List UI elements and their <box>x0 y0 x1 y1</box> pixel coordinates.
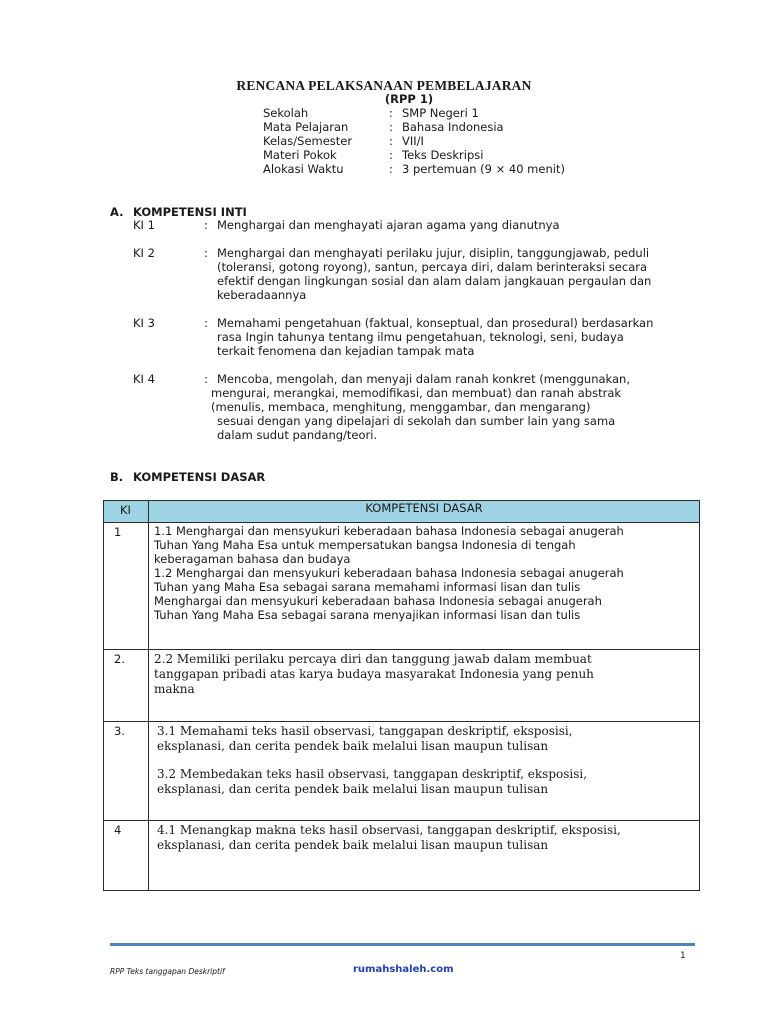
meta-value: Bahasa Indonesia <box>402 120 504 134</box>
footer-document-name: RPP Teks tanggapan Deskriptif <box>110 967 225 976</box>
meta-separator: : <box>389 106 393 120</box>
section-heading-a <box>110 205 247 219</box>
kd-line: eksplanasi, dan cerita pendek baik melalui lisan maupun tulisan <box>157 739 549 753</box>
kd-line: 1.1 Menghargai dan mensyukuri keberadaan bahasa Indonesia sebagai anugerah <box>154 524 624 538</box>
ki-text-line: terkait fenomena dan kejadian tampak mata <box>217 344 475 358</box>
ki-separator: : <box>204 218 208 232</box>
meta-row-subject <box>263 120 593 134</box>
section-letter: B. <box>110 470 124 484</box>
kd-line: 4.1 Menangkap makna teks hasil observasi, tanggapan deskriptif, eksposisi, <box>157 823 621 837</box>
meta-value: SMP Negeri 1 <box>402 106 479 120</box>
table-row <box>104 650 700 722</box>
meta-row-time <box>263 162 593 176</box>
ki-code: KI 3 <box>133 316 155 330</box>
ki-separator: : <box>204 372 208 386</box>
kd-line: eksplanasi, dan cerita pendek baik melalui lisan maupun tulisan <box>157 782 549 796</box>
ki-text-line: Mencoba, mengolah, dan menyaji dalam ranah konkret (menggunakan, <box>217 372 630 386</box>
kd-line: Tuhan yang Maha Esa sebagai sarana memahami informasi lisan dan tulis <box>154 580 581 594</box>
meta-value: VII/I <box>402 134 424 148</box>
meta-label: Materi Pokok <box>263 148 337 162</box>
kd-line: 3.1 Memahami teks hasil observasi, tanggapan deskriptif, eksposisi, <box>157 724 573 738</box>
document-subtitle: (RPP 1) <box>384 92 434 106</box>
ki-cell: 4 <box>104 821 149 891</box>
section-title: KOMPETENSI INTI <box>133 205 247 219</box>
kd-line: makna <box>154 682 195 696</box>
kd-cell <box>149 650 700 722</box>
section-title: KOMPETENSI DASAR <box>133 470 266 484</box>
ki-cell: 1 <box>104 523 149 650</box>
meta-separator: : <box>389 162 393 176</box>
ki-text-line: Memahami pengetahuan (faktual, konseptual, dan prosedural) berdasarkan <box>217 316 654 330</box>
table-row <box>104 821 700 891</box>
kd-line: tanggapan pribadi atas karya budaya masyarakat Indonesia yang penuh <box>154 667 594 681</box>
ki-text-line: dalam sudut pandang/teori. <box>217 428 378 442</box>
meta-label: Kelas/Semester <box>263 134 353 148</box>
kompetensi-dasar-table <box>103 500 700 891</box>
kd-line: Tuhan Yang Maha Esa untuk mempersatukan bangsa Indonesia di tengah <box>154 538 576 552</box>
kd-cell <box>149 821 700 891</box>
table-row <box>104 722 700 821</box>
ki-text-line: keberadaannya <box>217 288 307 302</box>
kd-line: keberagaman bahasa dan budaya <box>154 552 351 566</box>
meta-row-topic <box>263 148 593 162</box>
meta-value: Teks Deskripsi <box>402 148 484 162</box>
kd-line: Menghargai dan mensyukuri keberadaan bahasa Indonesia sebagai anugerah <box>154 594 602 608</box>
ki-text-line: Menghargai dan menghayati ajaran agama yang dianutnya <box>217 218 560 232</box>
ki-code: KI 1 <box>133 218 155 232</box>
meta-separator: : <box>389 134 393 148</box>
ki-text-line: efektif dengan lingkungan sosial dan alam dalam jangkauan pergaulan dan <box>217 274 652 288</box>
ki-text-line: Menghargai dan menghayati perilaku jujur, disiplin, tanggungjawab, peduli <box>217 246 650 260</box>
kd-cell <box>149 722 700 821</box>
ki-cell: 3. <box>104 722 149 821</box>
ki-text-line: sesuai dengan yang dipelajari di sekolah dan sumber lain yang sama <box>217 414 616 428</box>
ki-text-line: (toleransi, gotong royong), santun, percaya diri, dalam berinteraksi secara <box>217 260 648 274</box>
kd-line: eksplanasi, dan cerita pendek baik melalui lisan maupun tulisan <box>157 838 549 852</box>
ki-cell: 2. <box>104 650 149 722</box>
column-header-kd: KOMPETENSI DASAR <box>149 501 700 523</box>
footer-divider <box>110 943 695 946</box>
kd-line: Tuhan Yang Maha Esa sebagai sarana menyajikan informasi lisan dan tulis <box>154 608 581 622</box>
meta-separator: : <box>389 148 393 162</box>
document-title: RENCANA PELAKSANAAN PEMBELAJARAN <box>236 78 532 93</box>
ki-text-line: mengurai, merangkai, memodifikasi, dan membuat) dan ranah abstrak <box>211 386 622 400</box>
ki-text-line: (menulis, membaca, menghitung, menggambar, dan mengarang) <box>211 400 591 414</box>
section-heading-b <box>110 470 265 484</box>
ki-code: KI 4 <box>133 372 155 386</box>
page-number: 1 <box>680 951 686 961</box>
kd-cell <box>149 523 700 650</box>
ki-code: KI 2 <box>133 246 155 260</box>
table-header-row <box>104 501 700 523</box>
section-letter: A. <box>110 205 124 219</box>
meta-value: 3 pertemuan (9 × 40 menit) <box>402 162 565 176</box>
kd-line: 2.2 Memiliki perilaku percaya diri dan tanggung jawab dalam membuat <box>154 652 592 666</box>
column-header-ki: KI <box>104 501 149 523</box>
meta-separator: : <box>389 120 393 134</box>
meta-row-school <box>263 106 593 120</box>
meta-row-class <box>263 134 593 148</box>
kd-line: 3.2 Membedakan teks hasil observasi, tanggapan deskriptif, eksposisi, <box>157 767 588 781</box>
meta-label: Alokasi Waktu <box>263 162 344 176</box>
identity-block <box>263 106 593 176</box>
kd-line: 1.2 Menghargai dan mensyukuri keberadaan bahasa Indonesia sebagai anugerah <box>154 566 624 580</box>
meta-label: Mata Pelajaran <box>263 120 349 134</box>
meta-label: Sekolah <box>263 106 309 120</box>
table-row <box>104 523 700 650</box>
ki-separator: : <box>204 316 208 330</box>
ki-text-line: rasa Ingin tahunya tentang ilmu pengetahuan, teknologi, seni, budaya <box>217 330 624 344</box>
ki-separator: : <box>204 246 208 260</box>
footer-website: rumahshaleh.com <box>353 964 454 975</box>
